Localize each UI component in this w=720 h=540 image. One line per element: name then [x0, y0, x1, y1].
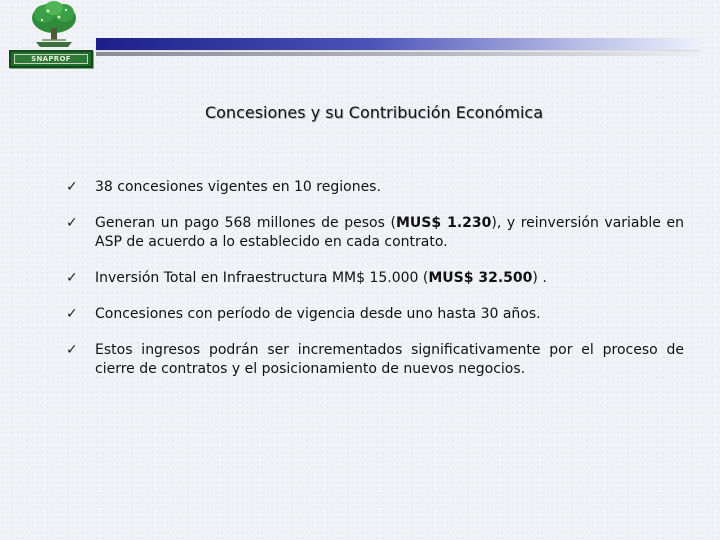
bullet-list	[66, 178, 684, 396]
tree-logo-icon	[22, 0, 86, 48]
bullet-item	[66, 305, 684, 324]
bullet-item	[66, 269, 684, 288]
bullet-item	[66, 178, 684, 197]
bullet-highlight: MUS$ 32.500	[428, 270, 533, 286]
header-rule-blue	[96, 38, 700, 50]
bullet-text: Inversión Total en Infraestructura MM$ 15.000 (MUS$ 32.500) .	[95, 270, 547, 286]
check-icon: ✓	[66, 179, 78, 195]
bullet-text: 38 concesiones vigentes en 10 regiones.	[95, 179, 381, 195]
bullet-text: Generan un pago 568 millones de pesos (MUS$ 1.230), y reinversión variable en ASP de acuerdo a lo establecido en cada contrato.	[95, 215, 684, 250]
bullet-text: Estos ingresos podrán ser incrementados significativamente por el proceso de cierre de contratos y el posicionamiento de nuevos negocios.	[95, 342, 684, 377]
org-badge	[9, 50, 93, 68]
check-icon: ✓	[66, 270, 78, 286]
check-icon: ✓	[66, 215, 78, 231]
bullet-item	[66, 341, 684, 379]
slide-title: Concesiones y su Contribución Económica	[204, 103, 544, 122]
bullet-text: Concesiones con período de vigencia desde uno hasta 30 años.	[95, 306, 541, 322]
bullet-highlight: MUS$ 1.230	[395, 215, 492, 231]
check-icon: ✓	[66, 306, 78, 322]
bullet-item	[66, 214, 684, 252]
check-icon: ✓	[66, 342, 78, 358]
badge-label: SNAPROF	[31, 55, 71, 63]
header-rule-gray	[96, 52, 700, 56]
